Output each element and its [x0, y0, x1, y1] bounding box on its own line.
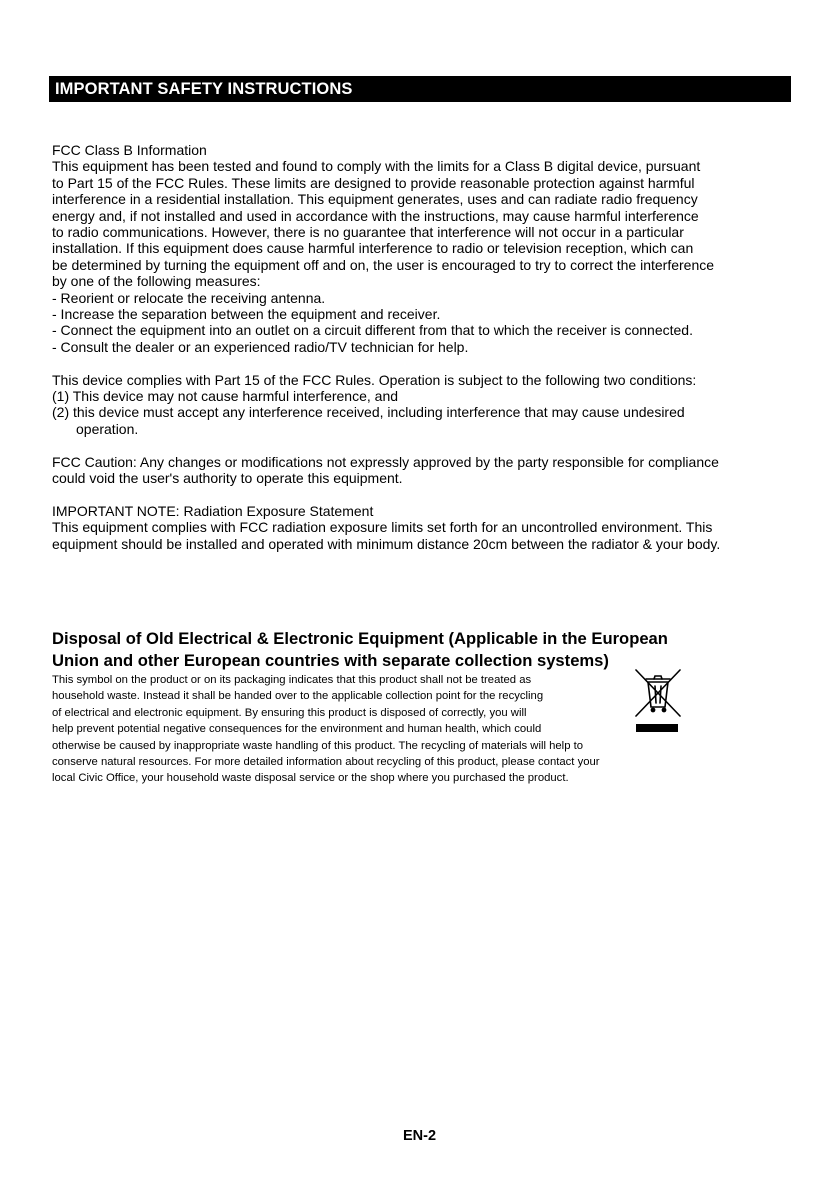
- fcc-line: to Part 15 of the FCC Rules. These limits are designed to provide reasonable protection against harmful: [52, 174, 695, 191]
- disposal-heading-line: Union and other European countries with separate collection systems): [52, 651, 609, 670]
- page-number: EN-2: [402, 1128, 437, 1144]
- disposal-heading: [52, 628, 792, 672]
- fcc-line: This equipment has been tested and found to comply with the limits for a Class B digital device, pursuant: [52, 158, 701, 175]
- disposal-line: local Civic Office, your household waste disposal service or the shop where you purchased the product.: [52, 772, 569, 785]
- compliance-line: (1) This device may not cause harmful interference, and: [52, 388, 399, 405]
- section-title: IMPORTANT SAFETY INSTRUCTIONS: [55, 80, 353, 98]
- caution-line: FCC Caution: Any changes or modifications not expressly approved by the party responsible for compliance: [52, 453, 719, 470]
- compliance-line: (2) this device must accept any interference received, including interference that may cause undesired: [52, 404, 685, 421]
- fcc-information: [52, 142, 782, 552]
- radiation-line: equipment should be installed and operated with minimum distance 20cm between the radiator & your body.: [52, 535, 721, 552]
- fcc-line: be determined by turning the equipment off and on, the user is encouraged to try to correct the interference: [52, 256, 715, 273]
- fcc-line: interference in a residential installation. This equipment generates, uses and can radiate radio frequency: [52, 191, 698, 208]
- disposal-line: conserve natural resources. For more detailed information about recycling of this product, please contact your: [52, 756, 600, 769]
- compliance-line: This device complies with Part 15 of the FCC Rules. Operation is subject to the following two conditions:: [52, 371, 697, 388]
- disposal-line: This symbol on the product or on its packaging indicates that this product shall not be treated as: [52, 674, 532, 686]
- fcc-measure: - Increase the separation between the equipment and receiver.: [52, 306, 441, 323]
- disposal-heading-line: Disposal of Old Electrical & Electronic Equipment (Applicable in the European: [52, 629, 668, 648]
- compliance-line: operation.: [76, 420, 139, 437]
- radiation-line: This equipment complies with FCC radiation exposure limits set forth for an uncontrolled environment. This: [52, 519, 713, 536]
- disposal-text: [52, 672, 702, 787]
- disposal-line: help prevent potential negative consequences for the environment and human health, which could: [52, 723, 542, 736]
- radiation-line: IMPORTANT NOTE: Radiation Exposure Statement: [52, 502, 374, 519]
- fcc-line: by one of the following measures:: [52, 273, 261, 290]
- fcc-line: installation. If this equipment does cause harmful interference to radio or television reception, which can: [52, 240, 694, 257]
- disposal-line: household waste. Instead it shall be handed over to the applicable collection point for the recycling: [52, 690, 544, 703]
- fcc-line: energy and, if not installed and used in accordance with the instructions, may cause harmful interference: [52, 207, 699, 224]
- crossed-out-wheelie-bin-icon: [634, 667, 682, 719]
- caution-line: could void the user's authority to operate this equipment.: [52, 470, 403, 487]
- fcc-measure: - Consult the dealer or an experienced radio/TV technician for help.: [52, 338, 469, 355]
- fcc-line: to radio communications. However, there is no guarantee that interference will not occur in a particular: [52, 224, 684, 241]
- section-header: [49, 76, 791, 102]
- fcc-line: FCC Class B Information: [52, 142, 207, 158]
- fcc-measure: - Connect the equipment into an outlet on a circuit different from that to which the receiver is connected.: [52, 322, 693, 339]
- disposal-line: otherwise be caused by inappropriate waste handling of this product. The recycling of materials will help to: [52, 739, 584, 752]
- fcc-measure: - Reorient or relocate the receiving antenna.: [52, 289, 326, 306]
- disposal-line: of electrical and electronic equipment. By ensuring this product is disposed of correctly, you will: [52, 706, 527, 719]
- bin-bar-mark: [636, 724, 678, 732]
